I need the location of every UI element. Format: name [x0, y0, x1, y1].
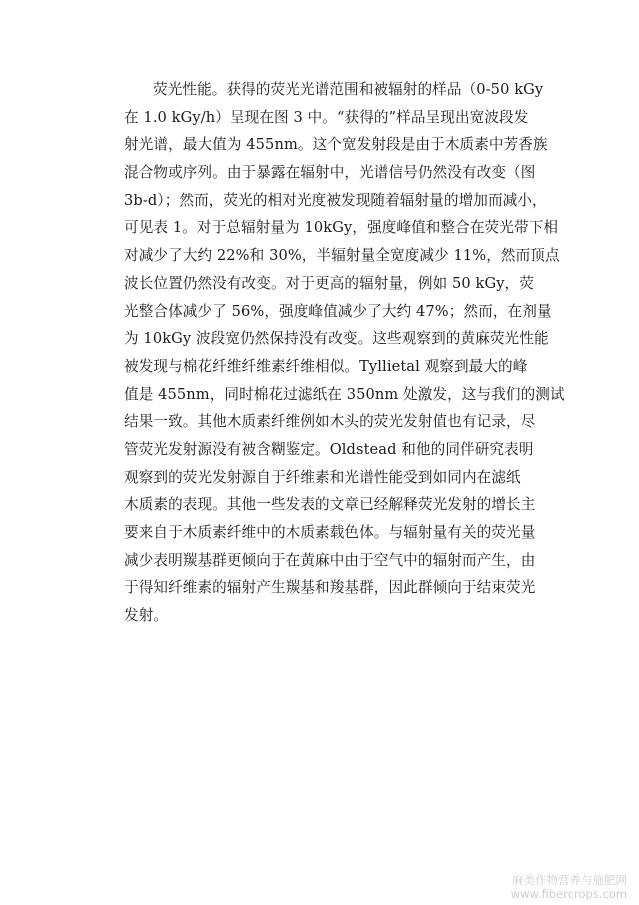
paragraph-line-4: 混合物或序列。由于暴露在辐射中，光谱信号仍然没有改变（图: [124, 164, 536, 182]
paragraph-line-3: 射光谱，最大值为 455nm。这个宽发射段是由于木质素中芳香族: [124, 136, 548, 154]
site-watermark: [511, 873, 627, 901]
paragraph-line-8: 波长位置仍然没有改变。对于更高的辐射量，例如 50 kGy，荧: [124, 274, 534, 292]
paragraph-line-19: 于得知纤维素的辐射产生羰基和羧基群，因此群倾向于结束荧光: [124, 579, 536, 597]
paragraph-line-18: 减少表明羰基群更倾向于在黄麻中由于空气中的辐射而产生，由: [124, 551, 536, 569]
paragraph-line-5: 3b-d）；然而，荧光的相对光度被发现随着辐射量的增加而减小，: [124, 191, 547, 209]
paragraph-line-16: 木质素的表现。其他一些发表的文章已经解释荧光发射的增长主: [124, 496, 536, 514]
paragraph-line-17: 要来自于木质素纤维中的木质素载色体。与辐射量有关的荧光量: [124, 524, 536, 541]
paragraph-line-12: 值是 455nm，同时棉花过滤纸在 350nm 处激发，这与我们的测试: [124, 385, 565, 403]
paragraph-line-15: 观察到的荧光发射源自于纤维素和光谱性能受到如同内在滤纸: [124, 468, 521, 486]
paragraph-line-11: 被发现与棉花纤维纤维素纤维相似。Tyllietal 观察到最大的峰: [124, 357, 528, 375]
paragraph-line-2: 在 1.0 kGy/h）呈现在图 3 中。“获得的”样品呈现出宽波段发: [124, 108, 529, 126]
paragraph-line-7: 对减少了大约 22%和 30%，半辐射量全宽度减少 11%，然而顶点: [124, 247, 560, 265]
paragraph-line-14: 管荧光发射源没有被含糊鉴定。Oldstead 和他的同伴研究表明: [124, 440, 534, 458]
paragraph-line-13: 结果一致。其他木质素纤维例如木头的荧光发射值也有记录，尽: [124, 413, 536, 431]
paragraph-line-20: 发射。: [124, 607, 169, 625]
paragraph-line-10: 为 10kGy 波段宽仍然保持没有改变。这些观察到的黄麻荧光性能: [124, 330, 549, 348]
paragraph-line-6: 可见表 1。对于总辐射量为 10kGy，强度峰值和整合在荧光带下相: [124, 219, 559, 237]
watermark-site-name: 麻类作物营养与施肥网: [512, 873, 627, 887]
body-paragraph: [124, 76, 564, 630]
watermark-site-url: www.fibercrops.com: [510, 887, 627, 901]
paragraph-line-9: 光整合体减少了 56%，强度峰值减少了大约 47%；然而，在剂量: [124, 302, 552, 320]
paragraph-line-1: 荧光性能。获得的荧光光谱范围和被辐射的样品（0-50 kGy: [153, 81, 544, 98]
